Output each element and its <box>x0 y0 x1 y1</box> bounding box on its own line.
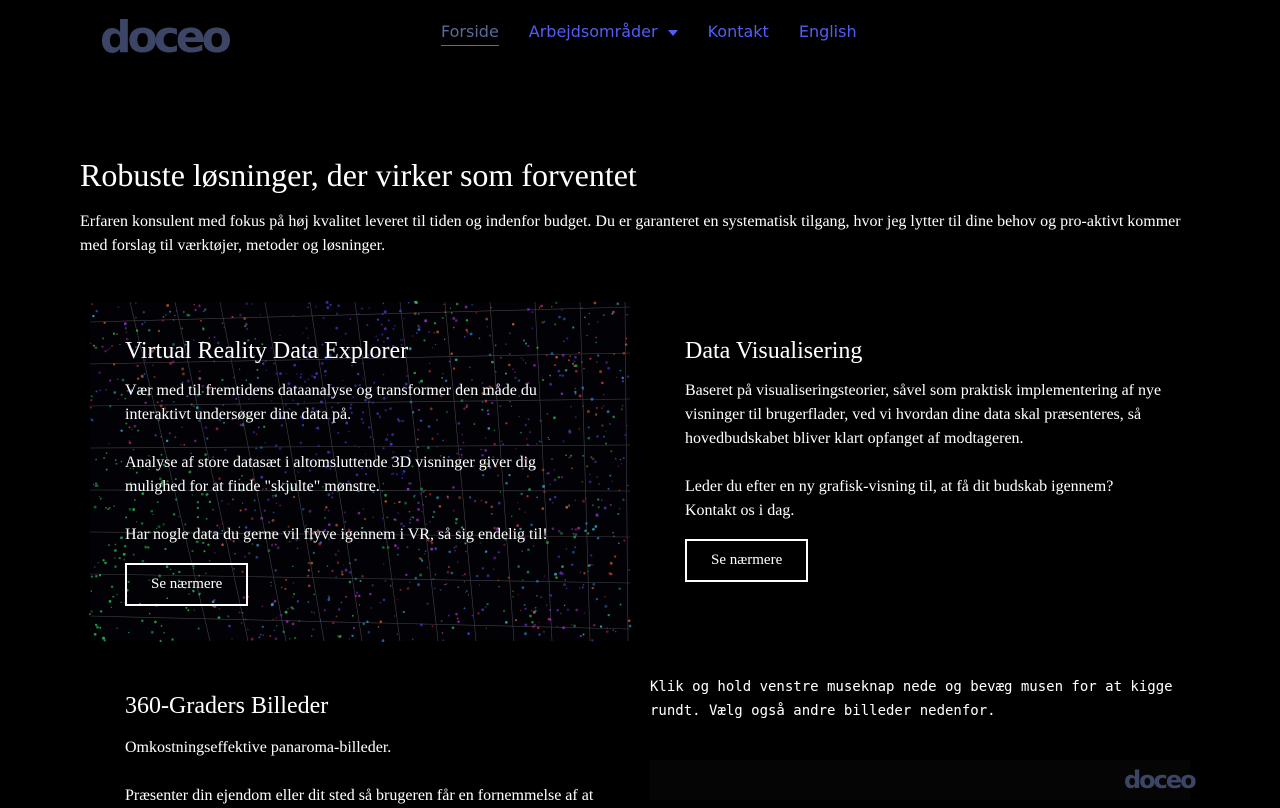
pano360-title: 360-Graders Billeder <box>125 693 329 719</box>
dataviz-section <box>685 335 1165 582</box>
doceo-logo[interactable] <box>100 12 228 72</box>
doceo-logo <box>1124 766 1195 798</box>
pano360-paragraph: Præsenter din ejendom eller dit sted så brugeren får en fornemmelse af at <box>125 787 594 804</box>
dataviz-see-more-button[interactable]: Se nærmere <box>685 539 808 582</box>
pano360-paragraph: Omkostningseffektive panaroma-billeder. <box>125 739 392 756</box>
pano-instruction: Klik og hold venstre museknap nede og bevæg musen for at kigge rundt. Vælg også andre billeder nedenfor. <box>650 679 1173 719</box>
vr-card-paragraph: Har nogle data du gerne vil flyve igennem i VR, så sig endelig til! <box>125 526 548 543</box>
vr-card-content <box>125 335 565 606</box>
page-title: Robuste løsninger, der virker som forventet <box>80 157 637 193</box>
dataviz-title: Data Visualisering <box>685 338 863 364</box>
site-header <box>0 0 1280 80</box>
nav-item-kontakt[interactable]: Kontakt <box>707 22 769 41</box>
vr-card <box>90 302 630 641</box>
vr-see-more-button[interactable]: Se nærmere <box>125 563 248 606</box>
nav-item-label: Arbejdsområder <box>528 22 658 41</box>
main-nav <box>441 20 887 46</box>
intro-text: Erfaren konsulent med fokus på høj kvalitet leveret til tiden og indenfor budget. Du er garanteret en systematisk tilgang, hvor jeg lytter til dine behov og pro-aktivt kommer med forslag til værktøjer, metoder og løsninger. <box>80 213 1181 254</box>
dataviz-paragraph: Leder du efter en ny grafisk-visning til, at få dit budskab igennem? Kontakt os i dag. <box>685 478 1114 519</box>
dataviz-paragraph: Baseret på visualiseringsteorier, såvel som praktisk implementering af nye visninger til brugerflader, ved vi hvordan dine data skal præsenteres, så hovedbudskabet bliver klart opfanget af modtageren. <box>685 382 1162 447</box>
caret-down-icon <box>668 30 678 36</box>
vr-card-title: Virtual Reality Data Explorer <box>125 338 409 364</box>
nav-item-arbejdsomraader[interactable] <box>529 20 678 44</box>
svg-text:doceo: doceo <box>1124 766 1195 794</box>
pano360-section <box>125 690 605 808</box>
svg-text:doceo: doceo <box>100 12 228 63</box>
vr-card-paragraph: Vær med til fremtidens dataanalyse og transformer den måde du interaktivt undersøger dine data på. <box>125 382 537 423</box>
nav-item-english[interactable]: English <box>798 22 857 41</box>
panorama-viewer[interactable] <box>650 760 1195 800</box>
vr-card-paragraph: Analyse af store datasæt i altomsluttende 3D visninger giver dig mulighed for at finde "skjulte" mønstre. <box>125 454 537 495</box>
nav-item-forside[interactable]: Forside <box>441 20 499 46</box>
